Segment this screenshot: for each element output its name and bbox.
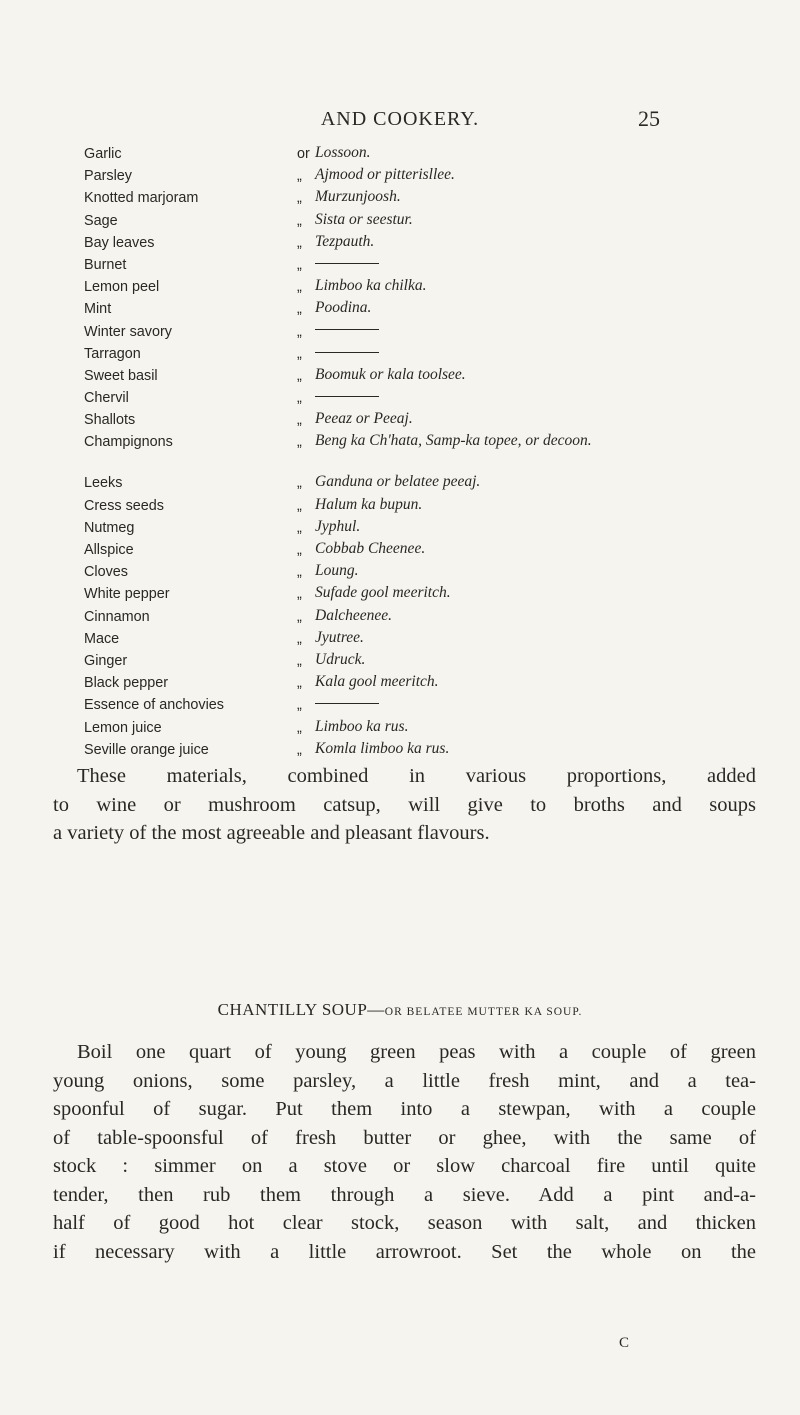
english-term: Burnet: [84, 256, 127, 273]
ditto-mark: „: [297, 475, 302, 492]
glossary-row: [0, 187, 800, 209]
english-term: Bay leaves: [84, 234, 155, 251]
blank-dash: [315, 352, 379, 353]
hindustani-text: Beng ka Ch'hata, Samp-ka topee, or decoon.: [315, 432, 592, 450]
hindustani-text: Komla limboo ka rus.: [315, 739, 450, 757]
glossary-row: [0, 387, 800, 409]
glossary-row: [0, 606, 800, 628]
glossary-row: [0, 517, 800, 539]
recipe-paragraph: [53, 1038, 756, 1266]
glossary-row: [0, 276, 800, 298]
glossary-row: [0, 298, 800, 320]
ditto-mark: „: [297, 345, 302, 362]
herb-glossary: [0, 143, 800, 761]
intro-paragraph: [53, 762, 756, 848]
english-term: Parsley: [84, 168, 132, 185]
glossary-row: [0, 254, 800, 276]
hindustani-text: Dalcheenee.: [315, 606, 393, 624]
blank-dash: [315, 703, 379, 704]
hindustani-text: Tezpauth.: [315, 232, 375, 250]
english-term: Shallots: [84, 412, 136, 429]
glossary-row: [0, 717, 800, 739]
hindustani-term: [315, 276, 600, 295]
ditto-mark: „: [297, 497, 302, 514]
ditto-mark: „: [297, 323, 302, 340]
glossary-row: [0, 694, 800, 716]
ditto-mark: „: [297, 697, 302, 714]
glossary-row: [0, 495, 800, 517]
english-term: Nutmeg: [84, 519, 135, 536]
hindustani-term: [315, 472, 600, 491]
hindustani-text: Boomuk or kala toolsee.: [315, 365, 466, 383]
english-term: Knotted marjoram: [84, 190, 199, 207]
hindustani-term: [315, 628, 600, 647]
english-term: Lemon juice: [84, 719, 162, 736]
hindustani-term: [315, 431, 600, 450]
recipe-heading: [0, 1000, 800, 1020]
english-term: Sweet basil: [84, 367, 158, 384]
blank-dash: [315, 329, 379, 330]
ditto-mark: „: [297, 279, 302, 296]
ditto-mark: „: [297, 212, 302, 229]
english-term: Mint: [84, 301, 112, 318]
text-line: half of good hot clear stock, season with salt, and thicken: [53, 1212, 756, 1234]
hindustani-text: Loung.: [315, 562, 359, 580]
hindustani-term: [315, 143, 600, 162]
english-term: Allspice: [84, 542, 134, 558]
hindustani-term: [315, 672, 600, 691]
hindustani-text: Sista or seestur.: [315, 210, 413, 228]
hindustani-term: [315, 343, 600, 362]
text-line: to wine or mushroom catsup, will give to broths and soups: [53, 793, 756, 816]
recipe-subtitle: OR BELATEE MUTTER KA SOUP.: [384, 1006, 583, 1018]
hindustani-text: Peeaz or Peeaj.: [315, 410, 413, 428]
blank-dash: [315, 263, 379, 264]
english-term: Black pepper: [84, 675, 168, 692]
hindustani-text: Kala gool meeritch.: [315, 673, 439, 691]
glossary-row: [0, 539, 800, 561]
hindustani-text: Jyphul.: [315, 517, 361, 535]
glossary-row: [0, 561, 800, 583]
ditto-mark: „: [297, 519, 302, 536]
hindustani-term: [315, 739, 600, 758]
ditto-mark: „: [297, 234, 302, 251]
signature-mark: C: [619, 1335, 630, 1351]
english-term: Chervil: [84, 390, 129, 407]
hindustani-term: [315, 539, 600, 558]
hindustani-text: Sufade gool meeritch.: [315, 584, 451, 602]
hindustani-term: [315, 387, 600, 406]
english-term: Leeks: [84, 475, 123, 492]
ditto-mark: „: [297, 741, 302, 758]
ditto-mark: „: [297, 630, 302, 647]
text-line: tender, then rub them through a sieve. Add a pint and-a-: [53, 1183, 756, 1206]
ditto-mark: or: [297, 146, 310, 162]
hindustani-text: Jyutree.: [315, 628, 364, 646]
english-term: Sage: [84, 212, 118, 229]
text-line: spoonful of sugar. Put them into a stewpan, with a couple: [53, 1098, 756, 1120]
ditto-mark: „: [297, 564, 302, 581]
glossary-row: [0, 583, 800, 605]
hindustani-term: [315, 606, 600, 625]
glossary-row: [0, 143, 800, 165]
english-term: Mace: [84, 630, 120, 647]
english-term: Tarragon: [84, 345, 141, 362]
hindustani-text: Udruck.: [315, 650, 366, 668]
hindustani-text: Halum ka bupun.: [315, 495, 423, 513]
english-term: Essence of anchovies: [84, 697, 224, 714]
glossary-row: [0, 321, 800, 343]
ditto-mark: „: [297, 434, 302, 451]
hindustani-term: [315, 254, 600, 273]
hindustani-term: [315, 187, 600, 206]
hindustani-term: [315, 561, 600, 580]
running-head: [0, 104, 800, 134]
ditto-mark: „: [297, 367, 302, 384]
hindustani-term: [315, 365, 600, 384]
ditto-mark: „: [297, 675, 302, 692]
ditto-mark: „: [297, 190, 302, 207]
hindustani-term: [315, 650, 600, 669]
hindustani-term: [315, 495, 600, 514]
hindustani-text: Cobbab Cheenee.: [315, 540, 426, 557]
glossary-row: [0, 409, 800, 431]
ditto-mark: „: [297, 652, 302, 669]
text-line: Boil one quart of young green peas with a couple of green: [77, 1041, 756, 1063]
recipe-title: CHANTILLY SOUP—: [217, 1000, 385, 1019]
ditto-mark: „: [297, 390, 302, 407]
ditto-mark: „: [297, 412, 302, 429]
glossary-row: [0, 628, 800, 650]
glossary-row: [0, 232, 800, 254]
blank-dash: [315, 396, 379, 397]
ditto-mark: „: [297, 608, 302, 625]
ditto-mark: „: [297, 542, 302, 558]
english-term: Cinnamon: [84, 608, 150, 625]
glossary-row: [0, 739, 800, 761]
ditto-mark: „: [297, 301, 302, 318]
hindustani-text: Murzunjoosh.: [315, 188, 401, 206]
ditto-mark: „: [297, 256, 302, 273]
english-term: Cress seeds: [84, 497, 164, 514]
hindustani-term: [315, 717, 600, 736]
hindustani-term: [315, 517, 600, 536]
ditto-mark: „: [297, 586, 302, 603]
text-line: of table-spoonsful of fresh butter or ghee, with the same of: [53, 1126, 756, 1149]
hindustani-text: Poodina.: [315, 299, 372, 317]
glossary-row: [0, 472, 800, 494]
ditto-mark: „: [297, 719, 302, 736]
hindustani-text: Lossoon.: [315, 144, 371, 161]
glossary-row: [0, 165, 800, 187]
text-line: if necessary with a little arrowroot. Set the whole on the: [53, 1240, 756, 1263]
english-term: Winter savory: [84, 323, 172, 340]
hindustani-term: [315, 165, 600, 184]
hindustani-term: [315, 583, 600, 602]
hindustani-term: [315, 232, 600, 251]
english-term: White pepper: [84, 586, 170, 603]
hindustani-term: [315, 321, 600, 340]
hindustani-text: Limboo ka rus.: [315, 717, 409, 735]
text-line: a variety of the most agreeable and pleasant flavours.: [53, 822, 490, 844]
hindustani-text: Limboo ka chilka.: [315, 277, 427, 295]
ditto-mark: „: [297, 168, 302, 185]
english-term: Ginger: [84, 652, 128, 669]
english-term: Cloves: [84, 564, 128, 581]
glossary-row: [0, 431, 800, 472]
glossary-row: [0, 365, 800, 387]
text-line: young onions, some parsley, a little fresh mint, and a tea-: [53, 1069, 756, 1092]
glossary-row: [0, 672, 800, 694]
hindustani-term: [315, 409, 600, 428]
glossary-row: [0, 343, 800, 365]
hindustani-text: Ganduna or belatee peeaj.: [315, 473, 481, 491]
hindustani-term: [315, 298, 600, 317]
page-number: 25: [638, 106, 660, 131]
hindustani-text: Ajmood or pitterisllee.: [315, 166, 455, 184]
running-title: AND COOKERY.: [320, 108, 480, 130]
hindustani-term: [315, 694, 600, 713]
text-line: These materials, combined in various proportions, added: [77, 765, 756, 787]
english-term: Garlic: [84, 146, 122, 162]
hindustani-term: [315, 210, 600, 229]
glossary-row: [0, 210, 800, 232]
english-term: Seville orange juice: [84, 741, 209, 758]
glossary-row: [0, 650, 800, 672]
english-term: Champignons: [84, 434, 173, 451]
english-term: Lemon peel: [84, 279, 160, 296]
text-line: stock : simmer on a stove or slow charcoal fire until quite: [53, 1155, 756, 1177]
